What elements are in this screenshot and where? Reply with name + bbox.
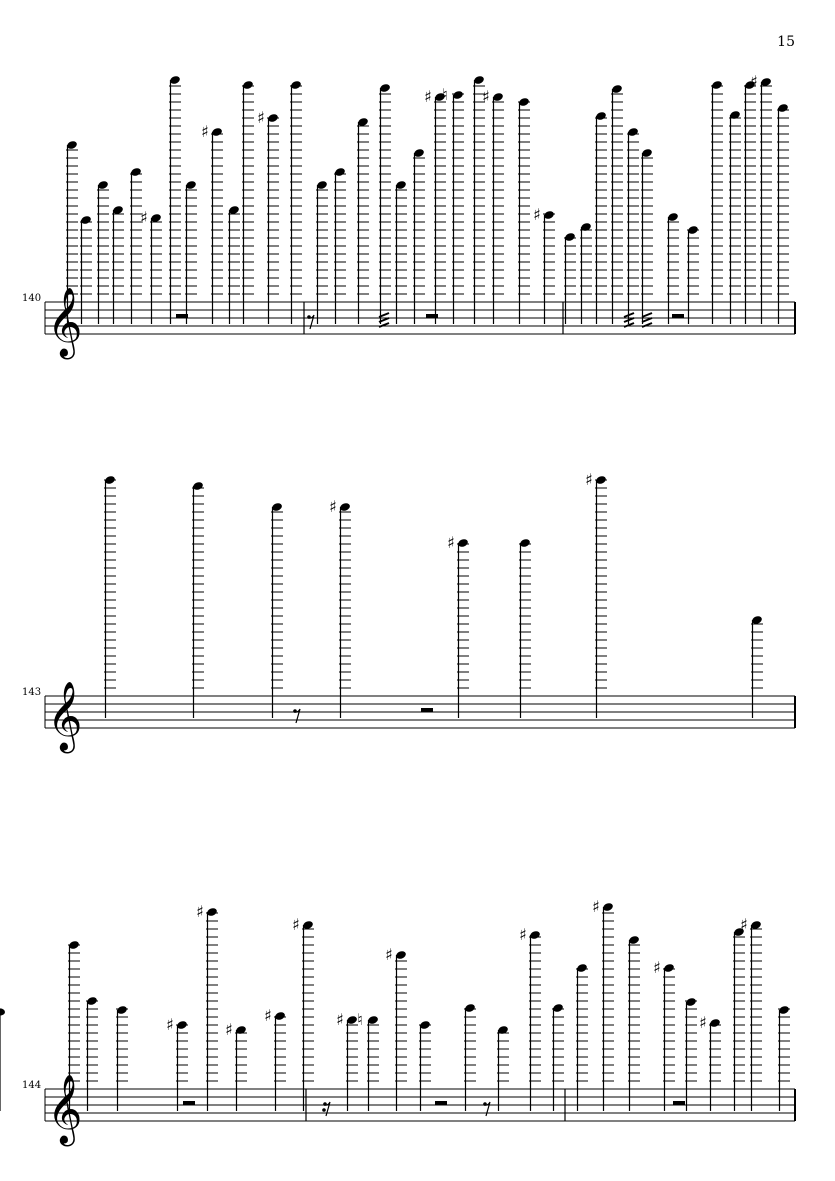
note [552,1003,564,1111]
note [740,915,762,1111]
note [228,205,240,324]
sharp-icon: ♯ [424,87,432,106]
half-rest-icon [435,1101,447,1105]
rest-flag-dot [322,1108,326,1112]
note [379,83,391,324]
note [447,533,469,718]
notehead [0,1008,5,1015]
note [292,915,314,1111]
note [80,215,92,324]
tremolo-icon [642,313,652,327]
note [290,80,302,324]
tremolo-stroke [642,313,652,317]
sharp-icon: ♯ [653,958,661,977]
tremolo-icon [624,313,634,327]
note [699,1013,721,1111]
note [482,87,504,324]
note [519,538,531,718]
note [329,497,351,718]
note [271,502,283,718]
note [733,927,745,1111]
note [169,75,181,324]
note [130,167,142,324]
note [473,75,485,324]
system-2 [22,470,795,753]
sharp-icon: ♯ [225,1020,233,1039]
eighth-rest-icon [483,1102,490,1116]
measure-number: 140 [22,293,42,304]
note [357,1010,379,1111]
note [336,1010,358,1111]
treble-clef-icon: 𝄞 [47,681,83,751]
half-rest-icon [183,1101,195,1105]
note [385,945,407,1111]
note [777,103,789,324]
note [242,80,254,324]
note [744,80,756,324]
sharp-icon: ♯ [336,1010,344,1029]
note [357,117,369,324]
note [196,902,218,1111]
note [413,148,425,324]
note [257,108,279,324]
sharp-icon: ♯ [592,897,600,916]
note [627,127,639,324]
system-3 [0,897,795,1146]
sharp-icon: ♯ [257,108,265,127]
sharp-icon: ♯ [292,915,300,934]
note [424,87,446,324]
sixteenth-rest-icon [322,1102,330,1116]
sharp-icon: ♯ [533,205,541,224]
sharp-icon: ♯ [447,533,455,552]
natural-icon: ♮ [357,1010,363,1029]
sharp-icon: ♯ [750,72,758,91]
note [192,481,204,718]
measure-number: 144 [22,1080,42,1091]
sharp-icon: ♯ [740,915,748,934]
note [687,225,699,324]
sharp-icon: ♯ [166,1015,174,1034]
note [641,148,653,324]
note [611,84,623,324]
note [729,110,741,324]
note [585,470,607,718]
note [592,897,614,1111]
half-rest-icon [176,314,188,318]
eighth-rest-icon [307,315,314,329]
half-rest-icon [426,314,438,318]
note [653,958,675,1111]
natural-icon: ♮ [442,85,448,104]
half-rest-icon [673,1101,685,1105]
note [778,1005,790,1111]
half-rest-icon [421,708,433,712]
note [0,1008,5,1111]
sharp-icon: ♯ [699,1013,707,1032]
note [334,167,346,324]
note [442,85,464,324]
note [519,925,541,1111]
sharp-icon: ♯ [196,902,204,921]
note [711,80,723,324]
sharp-icon: ♯ [519,925,527,944]
note [518,97,530,324]
sharp-icon: ♯ [385,945,393,964]
system-1 [22,72,795,359]
treble-clef-icon: 𝄞 [47,1074,83,1144]
measure-number: 143 [22,687,42,698]
sharp-icon: ♯ [329,497,337,516]
note [140,208,162,324]
treble-clef-icon: 𝄞 [47,287,83,357]
note [533,205,555,324]
note [112,205,124,324]
note [667,212,679,324]
note [580,222,592,324]
sharp-icon: ♯ [201,122,209,141]
half-rest-icon [672,314,684,318]
note [628,935,640,1111]
page-number: 15 [777,34,795,50]
note [497,1025,509,1111]
note [751,615,763,718]
note [104,475,116,718]
note [264,1006,286,1111]
note [86,996,98,1111]
note [685,997,697,1111]
tremolo-stroke [642,318,652,322]
sharp-icon: ♯ [585,470,593,489]
note [201,122,223,324]
eighth-rest-icon [293,709,300,723]
sharp-icon: ♯ [140,208,148,227]
note [116,1005,128,1111]
note [595,111,607,324]
sharp-icon: ♯ [264,1006,272,1025]
sharp-icon: ♯ [482,87,490,106]
note [464,1003,476,1111]
